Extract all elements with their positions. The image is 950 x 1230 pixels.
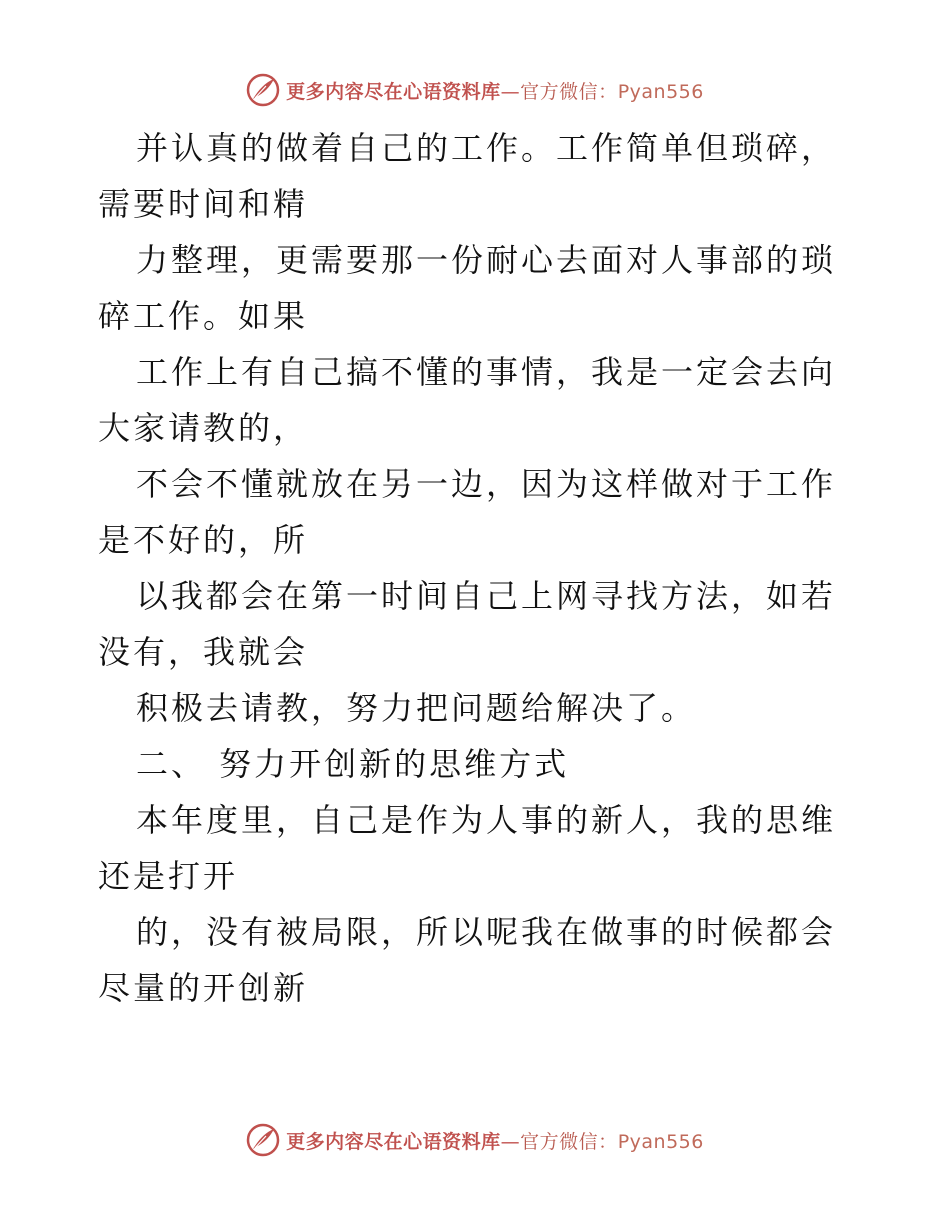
feather-pen-logo-icon (246, 73, 280, 107)
watermark-wechat-label: 官方微信： (520, 80, 618, 103)
watermark-dash: — (500, 80, 521, 103)
paragraph: 并认真的做着自己的工作。工作简单但琐碎，需要时间和精 (98, 129, 837, 223)
footer-watermark (0, 1120, 950, 1160)
feather-pen-logo-icon (246, 1123, 280, 1157)
watermark-main-text: 更多内容尽在心语资料库 (286, 1130, 501, 1153)
header-watermark (0, 70, 950, 110)
document-body (98, 120, 858, 1016)
watermark-dash: — (500, 1130, 521, 1153)
paragraph: 工作上有自己搞不懂的事情，我是一定会去向大家请教的， (98, 353, 837, 447)
header-watermark-text (286, 77, 704, 104)
watermark-main-text: 更多内容尽在心语资料库 (286, 80, 501, 103)
watermark-wechat-label: 官方微信： (520, 1130, 618, 1153)
paragraph: 的，没有被局限，所以呢我在做事的时候都会尽量的开创新 (98, 913, 837, 1007)
paragraph: 积极去请教，努力把问题给解决了。 (136, 689, 697, 727)
paragraph: 力整理，更需要那一份耐心去面对人事部的琐碎工作。如果 (98, 241, 837, 335)
paragraph: 本年度里，自己是作为人事的新人，我的思维还是打开 (98, 801, 837, 895)
section-heading: 二、 努力开创新的思维方式 (136, 745, 570, 783)
watermark-wechat-id: Pyan556 (617, 80, 704, 103)
paragraph: 不会不懂就放在另一边，因为这样做对于工作是不好的，所 (98, 465, 837, 559)
paragraph: 以我都会在第一时间自己上网寻找方法，如若没有，我就会 (98, 577, 837, 671)
watermark-wechat-id: Pyan556 (617, 1130, 704, 1153)
footer-watermark-text (286, 1127, 704, 1154)
